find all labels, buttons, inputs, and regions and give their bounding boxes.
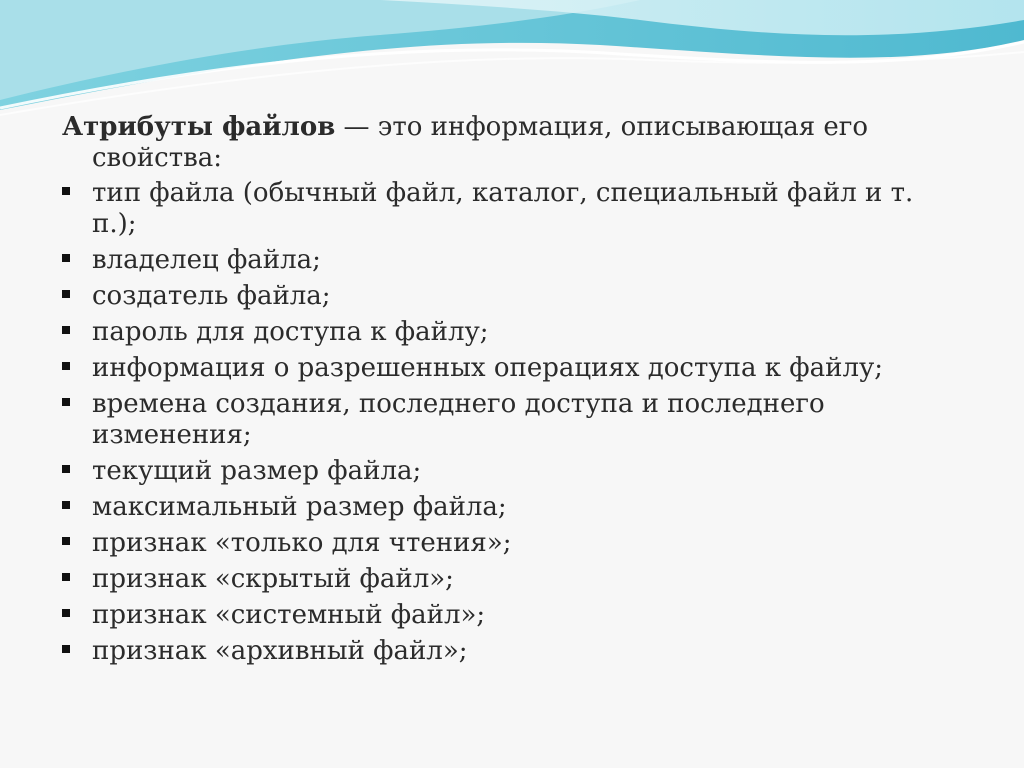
intro-continuation: свойства: xyxy=(92,143,223,173)
square-bullet-icon xyxy=(62,398,70,406)
list-item-label: пароль для доступа к файлу; xyxy=(92,317,489,347)
list-item xyxy=(62,245,962,276)
list-item-continuation: изменения; xyxy=(92,420,252,450)
list-item xyxy=(62,564,962,595)
square-bullet-icon xyxy=(62,573,70,581)
list-item-label: признак «архивный файл»; xyxy=(92,636,468,666)
square-bullet-icon xyxy=(62,290,70,298)
list-item xyxy=(62,389,962,451)
list-item xyxy=(62,281,962,312)
square-bullet-icon xyxy=(62,501,70,509)
list-item-label: времена создания, последнего доступа и последнего xyxy=(92,389,825,419)
list-item xyxy=(62,456,962,487)
list-item-label: создатель файла; xyxy=(92,281,331,311)
term-heading: Атрибуты файлов xyxy=(62,112,336,142)
list-item xyxy=(62,636,962,667)
list-item xyxy=(62,317,962,348)
square-bullet-icon xyxy=(62,187,70,195)
list-item xyxy=(62,600,962,631)
square-bullet-icon xyxy=(62,362,70,370)
list-item-label: признак «системный файл»; xyxy=(92,600,486,630)
list-item-label: признак «скрытый файл»; xyxy=(92,564,454,594)
list-item xyxy=(62,178,962,240)
list-item xyxy=(62,528,962,559)
list-item-label: владелец файла; xyxy=(92,245,321,275)
list-item-continuation: п.); xyxy=(92,209,137,239)
list-item-label: информация о разрешенных операциях доступа к файлу; xyxy=(92,353,884,383)
list-item xyxy=(62,492,962,523)
square-bullet-icon xyxy=(62,537,70,545)
slide-body xyxy=(62,112,962,672)
intro-paragraph xyxy=(62,112,962,174)
intro-text: — это информация, описывающая его xyxy=(335,112,869,142)
square-bullet-icon xyxy=(62,609,70,617)
list-item-label: тип файла (обычный файл, каталог, специальный файл и т. xyxy=(92,178,914,208)
list-item-label: максимальный размер файла; xyxy=(92,492,507,522)
attribute-list xyxy=(62,178,962,667)
square-bullet-icon xyxy=(62,254,70,262)
list-item-label: текущий размер файла; xyxy=(92,456,422,486)
square-bullet-icon xyxy=(62,645,70,653)
decorative-wave-header xyxy=(0,0,1024,120)
list-item-label: признак «только для чтения»; xyxy=(92,528,512,558)
square-bullet-icon xyxy=(62,326,70,334)
list-item xyxy=(62,353,962,384)
square-bullet-icon xyxy=(62,465,70,473)
